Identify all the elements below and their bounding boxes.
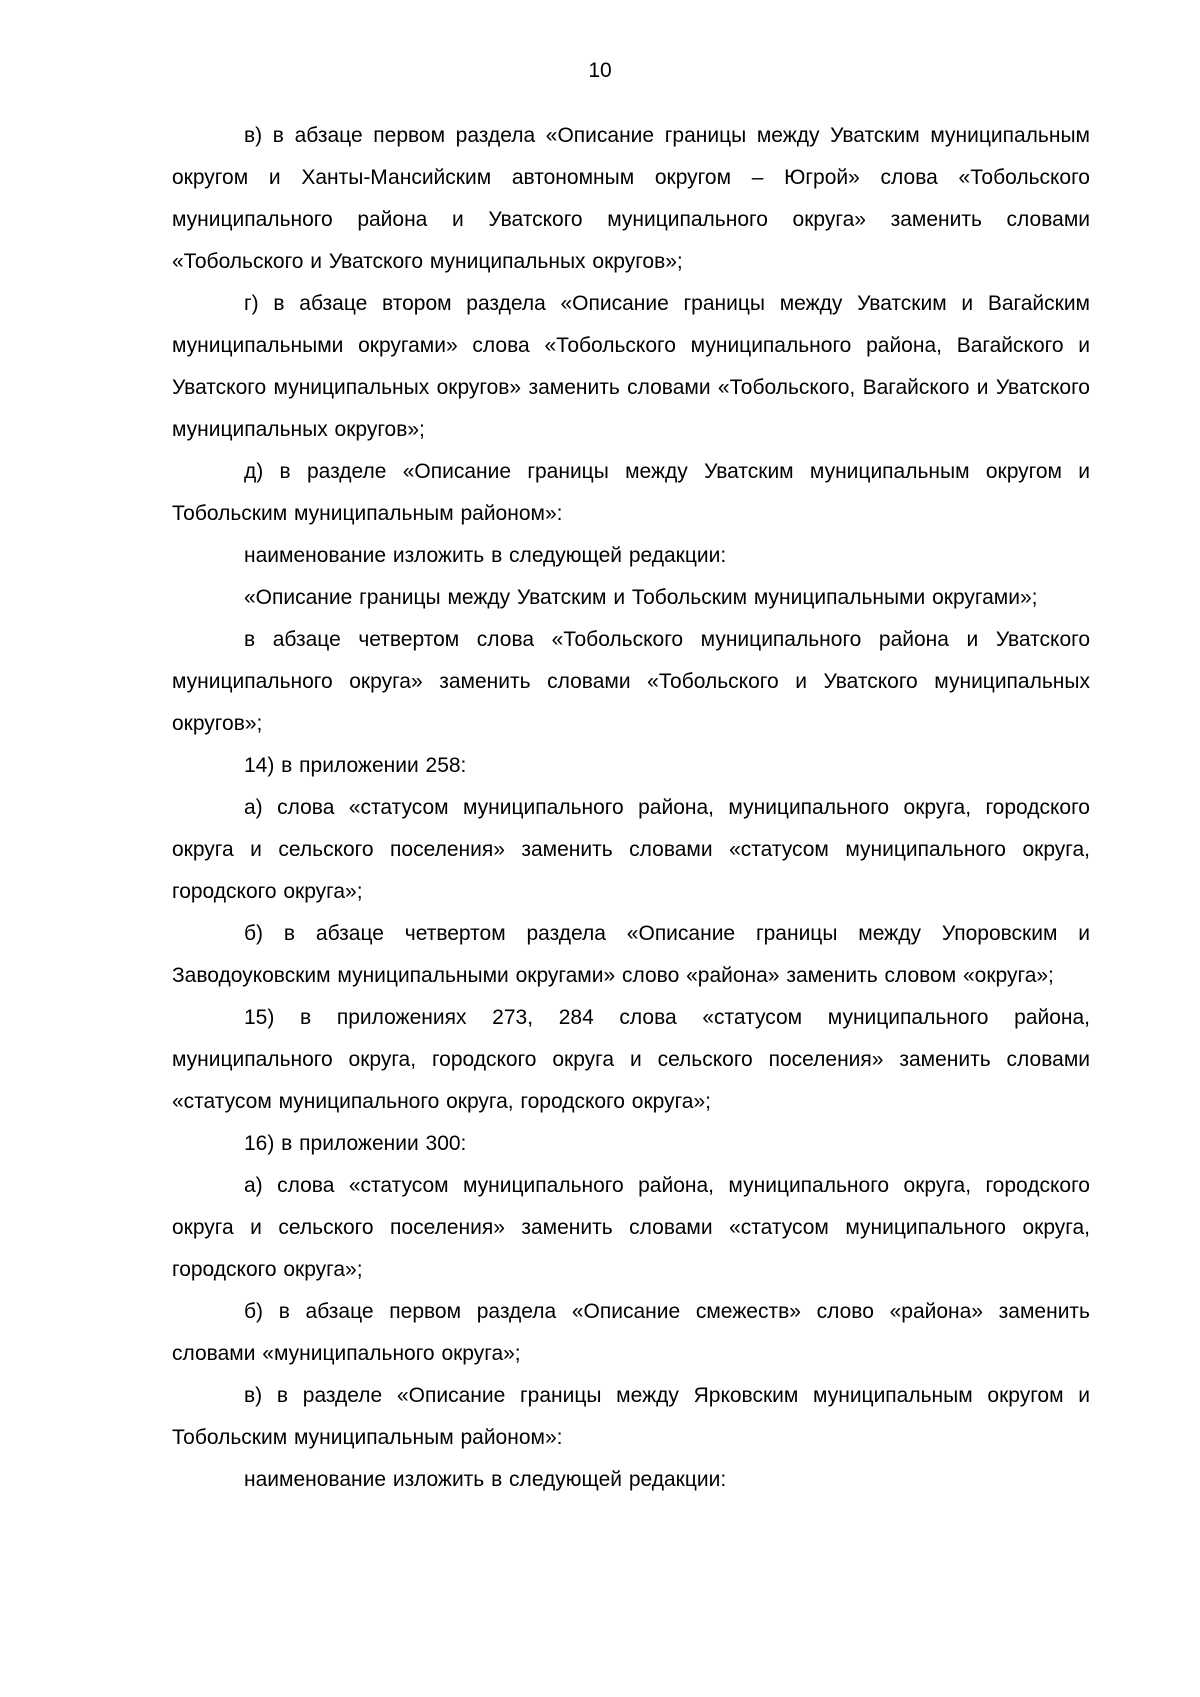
paragraph-14-a: а) слова «статусом муниципального района, муниципального округа, городского округа и сельского поселения» заменить словами «статусом муниципального округа, городского округа»; [172,796,1090,903]
paragraph-quote-description: «Описание границы между Уватским и Тобольским муниципальными округами»; [244,586,1038,609]
paragraph-item-15: 15) в приложениях 273, 284 слова «статусом муниципального района, муниципального округа, городского округа и сельского поселения» заменить словами «статусом муниципального округа, городского округа»; [172,1006,1090,1113]
paragraph-naming-1: наименование изложить в следующей редакции: [244,544,727,567]
paragraph-16-b: б) в абзаце первом раздела «Описание смежеств» слово «района» заменить словами «муниципального округа»; [172,1300,1090,1365]
paragraph-fourth-abzac: в абзаце четвертом слова «Тобольского муниципального района и Уватского муниципального округа» заменить словами «Тобольского и Уватского муниципальных округов»; [172,628,1090,735]
document-body [172,115,1090,1501]
paragraph-item-16: 16) в приложении 300: [244,1132,467,1155]
paragraph-14-b: б) в абзаце четвертом раздела «Описание границы между Упоровским и Заводоуковским муниципальными округами» слово «района» заменить словом «округа»; [172,922,1090,987]
paragraph-16-v: в) в разделе «Описание границы между Ярковским муниципальным округом и Тобольским муниципальным районом»: [172,1384,1090,1449]
page-number: 10 [588,59,612,82]
paragraph-naming-2: наименование изложить в следующей редакции: [244,1468,727,1491]
paragraph-16-a: а) слова «статусом муниципального района, муниципального округа, городского округа и сельского поселения» заменить словами «статусом муниципального округа, городского округа»; [172,1174,1090,1281]
paragraph-d: д) в разделе «Описание границы между Уватским муниципальным округом и Тобольским муниципальным районом»: [172,460,1090,525]
paragraph-item-14: 14) в приложении 258: [244,754,467,777]
paragraph-v-1: в) в абзаце первом раздела «Описание границы между Уватским муниципальным округом и Ханты-Мансийским автономным округом – Югрой» слова «Тобольского муниципального района и Уватского муниципального округа» заменить словами «Тобольского и Уватского муниципальных округов»; [172,124,1090,273]
paragraph-g: г) в абзаце втором раздела «Описание границы между Уватским и Вагайским муниципальными округами» слова «Тобольского муниципального района, Вагайского и Уватского муниципальных округов» заменить словами «Тобольского, Вагайского и Уватского муниципальных округов»; [172,292,1090,441]
